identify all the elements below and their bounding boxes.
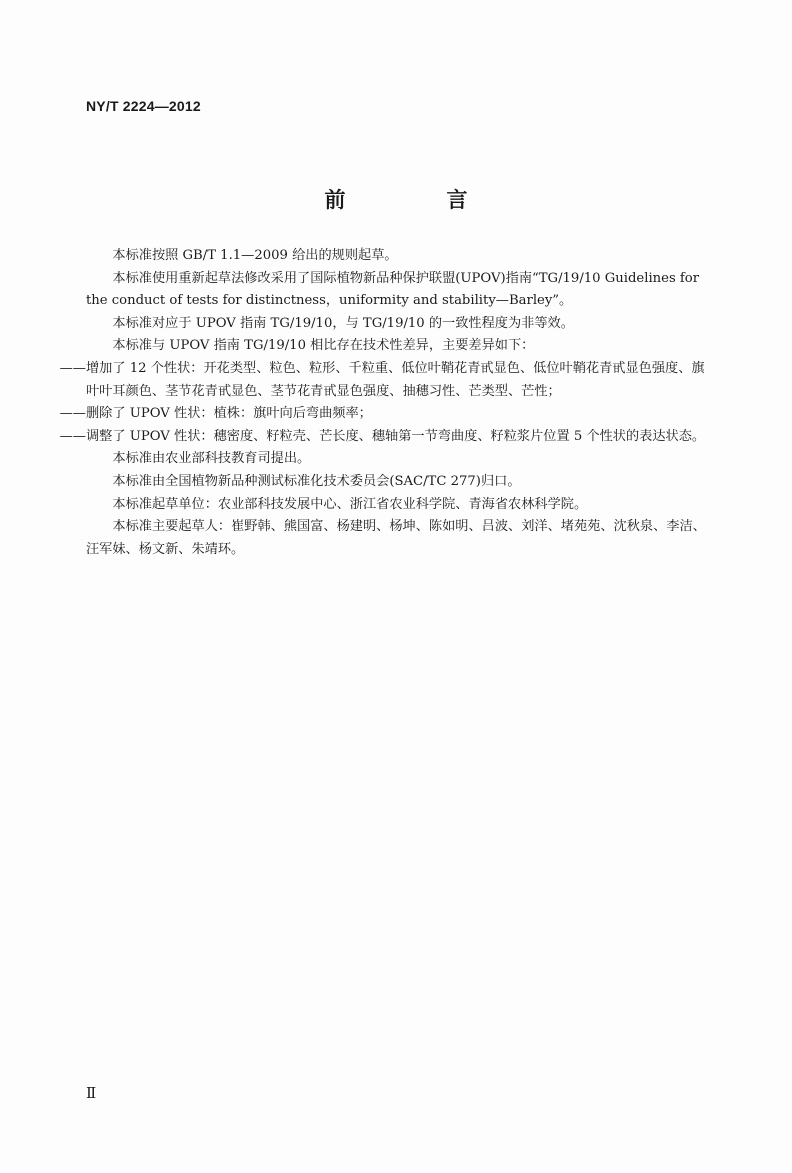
list-item-deleted-traits: ——删除了 UPOV 性状：植株：旗叶向后弯曲频率； — [59, 406, 372, 422]
paragraph-proposer: 本标准由农业部科技教育司提出。 — [112, 451, 311, 467]
list-item-added-traits: ——增加了 12 个性状：开花类型、粒色、粒形、千粒重、低位叶鞘花青甙显色、低位叶鞘花青甙显色强度、旗叶叶耳颜色、茎节花青甙显色、茎节花青甙显色强度、抽穗习性、芒类型、芒性； — [59, 360, 705, 399]
document-body — [59, 245, 710, 561]
paragraph-drafting-units: 本标准起草单位：农业部科技发展中心、浙江省农业科学院、青海省农林科学院。 — [112, 496, 588, 512]
paragraph-correspondence: 本标准对应于 UPOV 指南 TG/19/10，与 TG/19/10 的一致性程度为非等效。 — [112, 315, 574, 331]
paragraph-adoption-method: 本标准使用重新起草法修改采用了国际植物新品种保护联盟(UPOV)指南“TG/19/10 Guidelines for the conduct of tests for distinctness，uniformity and stability—Barley”。 — [86, 270, 700, 309]
paragraph-centralized-by: 本标准由全国植物新品种测试标准化技术委员会(SAC/TC 277)归口。 — [112, 473, 521, 489]
page-number: Ⅱ — [86, 1084, 97, 1102]
standard-code: NY/T 2224—2012 — [86, 98, 201, 114]
page-title: 前 言 — [324, 188, 508, 212]
paragraph-differences-intro: 本标准与 UPOV 指南 TG/19/10 相比存在技术性差异，主要差异如下： — [112, 338, 535, 354]
paragraph-main-drafters: 本标准主要起草人：崔野韩、熊国富、杨建明、杨坤、陈如明、吕波、刘洋、堵苑苑、沈秋泉、李洁、汪军妹、杨文新、朱靖环。 — [86, 519, 706, 557]
paragraph-drafting-rules: 本标准按照 GB/T 1.1—2009 给出的规则起草。 — [112, 248, 398, 263]
list-item-adjusted-traits: ——调整了 UPOV 性状：穗密度、籽粒壳、芒长度、穗轴第一节弯曲度、籽粒浆片位置 5 个性状的表达状态。 — [59, 428, 706, 444]
